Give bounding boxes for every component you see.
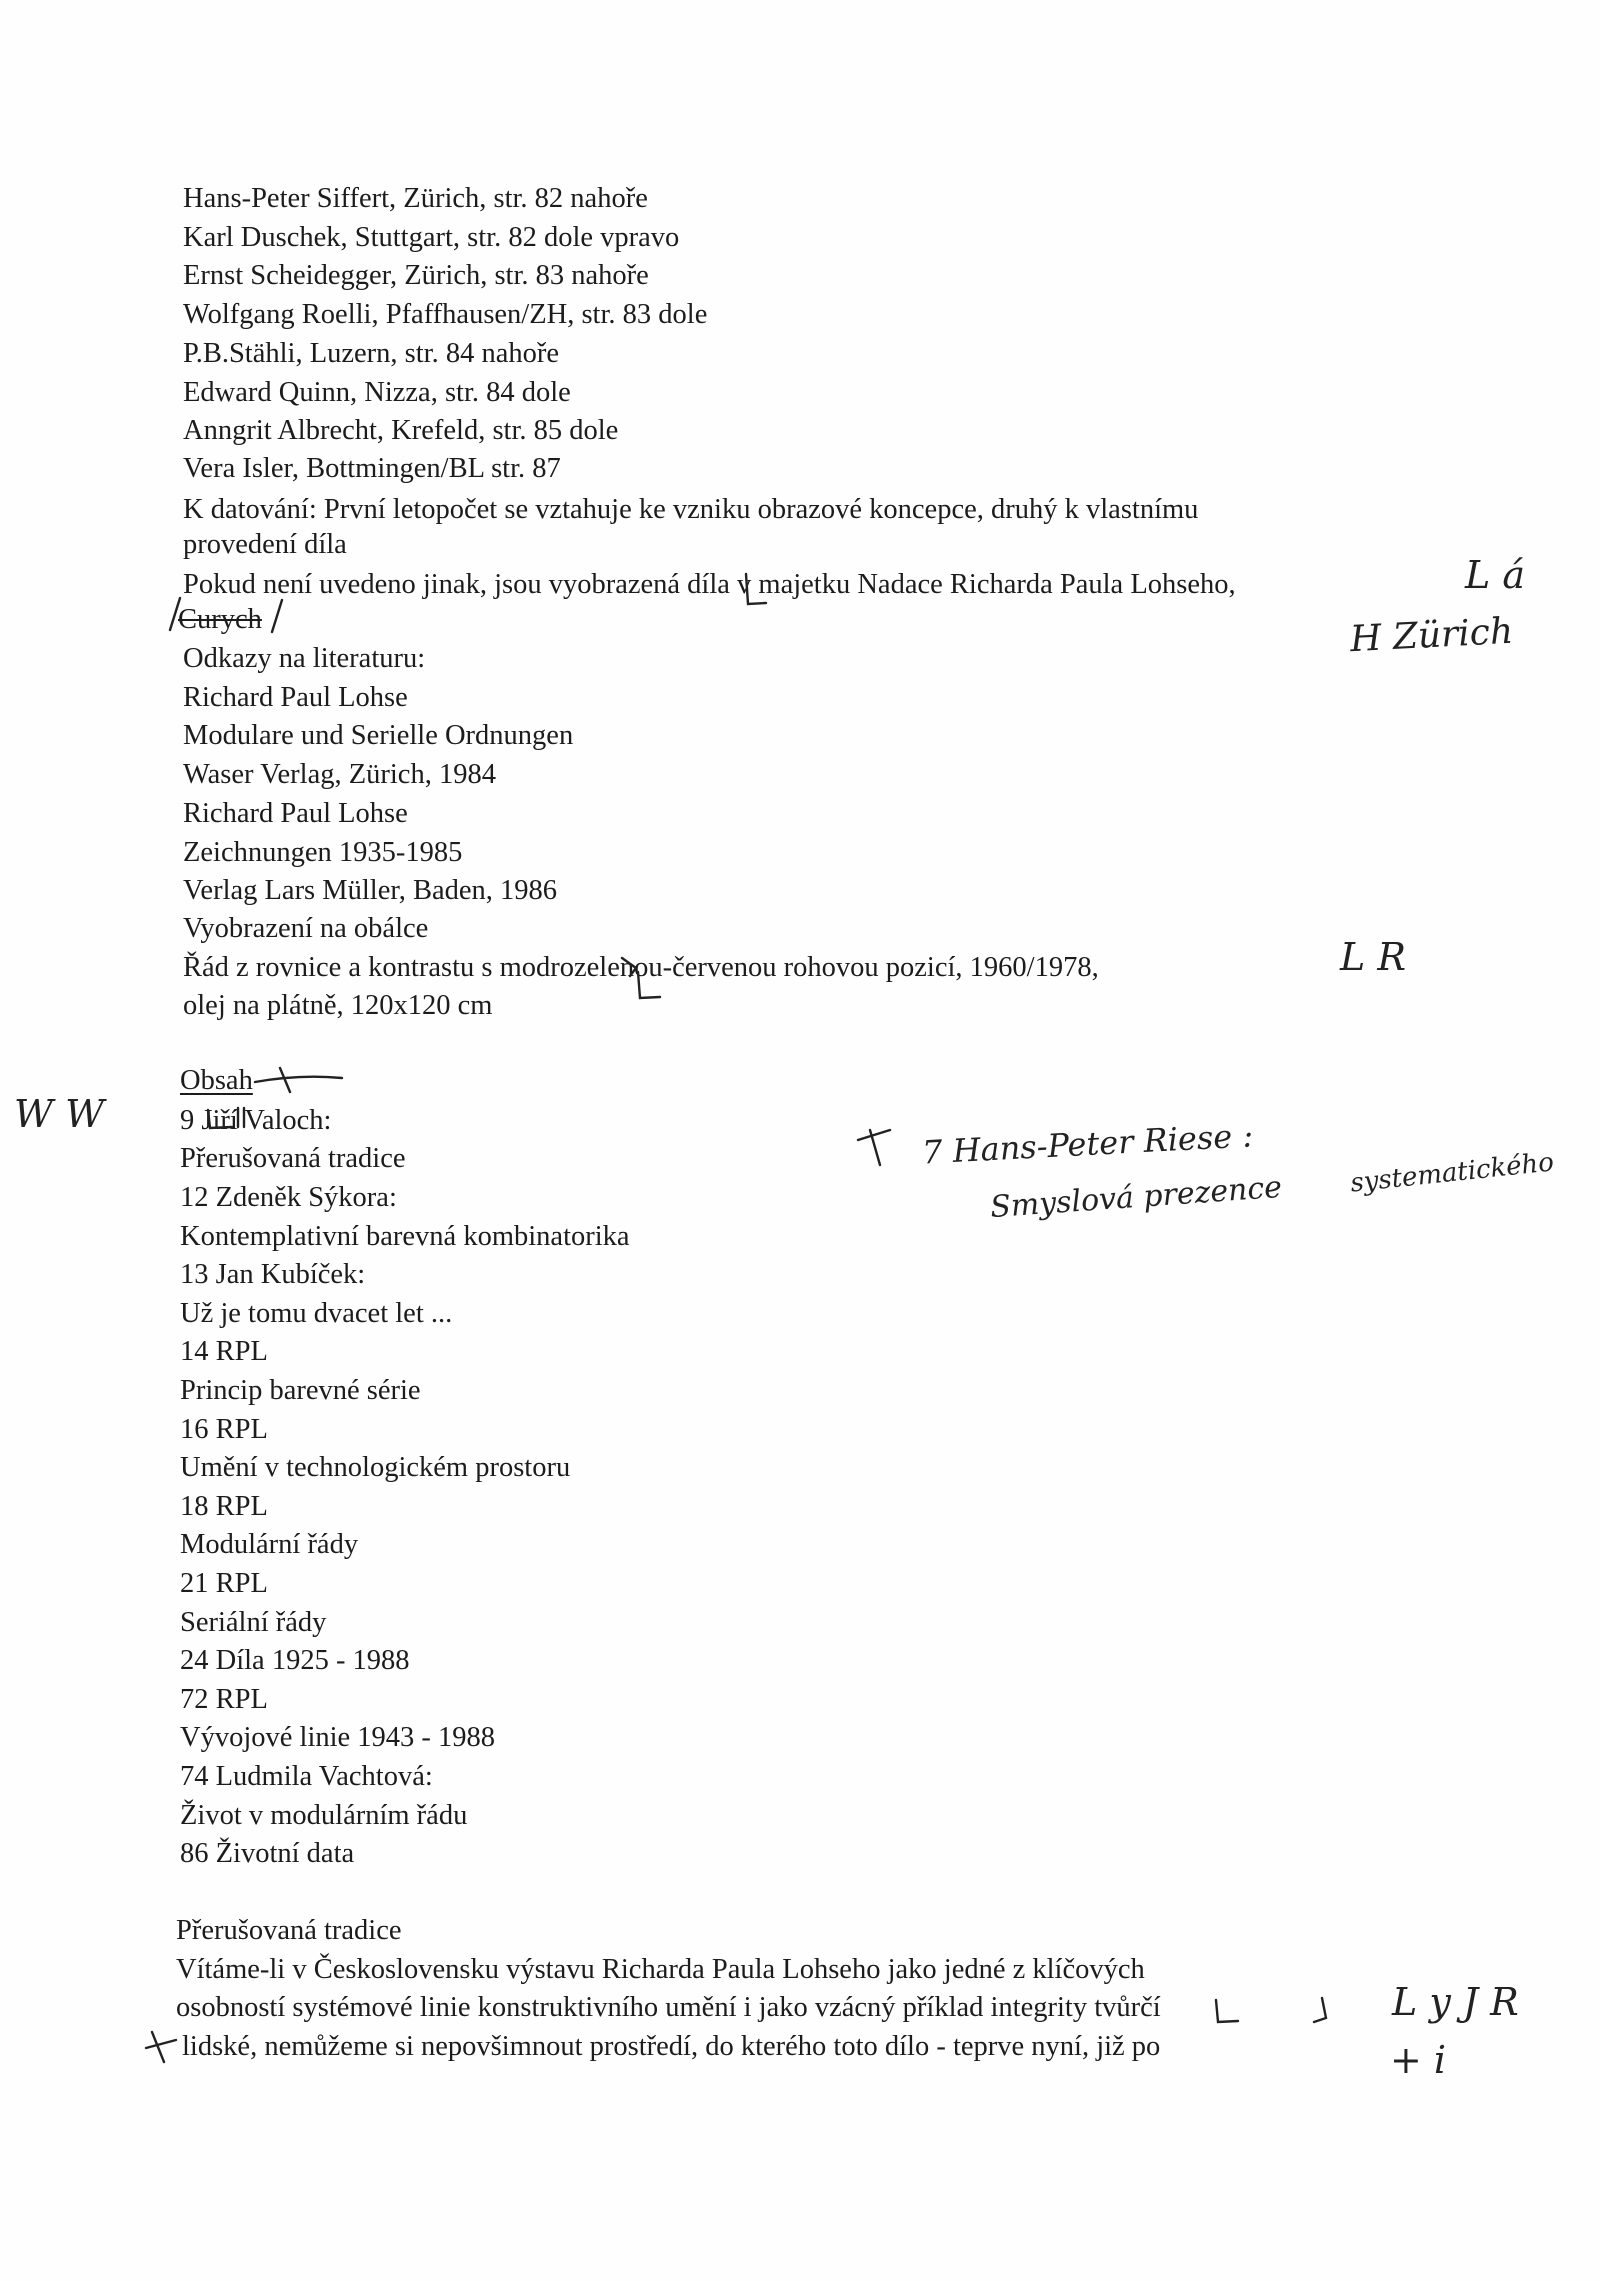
handwritten-zurich: H Zürich	[1349, 610, 1515, 661]
handwritten-riese-continued: systematického	[1348, 1147, 1556, 1199]
contents-item: 14 RPL	[180, 1336, 268, 1367]
struck-city: Curych	[178, 604, 262, 635]
contents-item: Princip barevné série	[180, 1375, 421, 1406]
essay-line: osobností systémové linie konstruktivního umění i jako vzácný příklad integrity tvůrčí	[176, 1992, 1161, 2023]
contents-item: 74 Ludmila Vachtová:	[180, 1761, 433, 1792]
credit-line: Karl Duschek, Stuttgart, str. 82 dole vpravo	[183, 222, 680, 253]
contents-item: 18 RPL	[180, 1491, 268, 1522]
contents-item: Přerušovaná tradice	[180, 1143, 406, 1174]
contents-item: 21 RPL	[180, 1568, 268, 1599]
contents-item: 24 Díla 1925 - 1988	[180, 1645, 410, 1676]
handwritten-riese-subtitle: Smyslová prezence	[989, 1169, 1283, 1226]
contents-item: 86 Životní data	[180, 1838, 355, 1869]
contents-item: 12 Zdeněk Sýkora:	[180, 1182, 397, 1213]
literature-item: Richard Paul Lohse	[183, 682, 408, 713]
insert-mark	[1216, 2000, 1238, 2022]
literature-item: Zeichnungen 1935-1985	[183, 837, 463, 868]
insert-mark	[146, 2032, 176, 2062]
cover-caption-line1: Řád z rovnice a kontrastu s modrozelenou-červenou rohovou pozicí, 1960/1978,	[183, 952, 1099, 983]
credit-line: P.B.Stähli, Luzern, str. 84 nahoře	[183, 338, 559, 369]
ownership-note: Pokud není uvedeno jinak, jsou vyobrazená díla v majetku Nadace Richarda Paula Lohseho,	[183, 569, 1236, 600]
dating-note-line2: provedení díla	[183, 529, 347, 560]
handwritten-lr: L R	[1340, 935, 1406, 979]
insert-mark	[255, 1077, 342, 1082]
insert-mark	[1314, 1998, 1326, 2022]
credit-line: Edward Quinn, Nizza, str. 84 dole	[183, 377, 571, 408]
contents-item: Umění v technologickém prostoru	[180, 1452, 571, 1483]
contents-item: Kontemplativní barevná kombinatorika	[180, 1221, 630, 1252]
credit-line: Hans-Peter Siffert, Zürich, str. 82 nahoře	[183, 183, 648, 214]
contents-item: Vývojové linie 1943 - 1988	[180, 1722, 496, 1753]
contents-item: 72 RPL	[180, 1684, 268, 1715]
contents-item: 16 RPL	[180, 1414, 268, 1445]
credit-line: Ernst Scheidegger, Zürich, str. 83 nahoře	[183, 260, 649, 291]
handwritten-la: L á	[1465, 553, 1525, 597]
literature-heading: Odkazy na literaturu:	[183, 643, 426, 674]
credit-line: Anngrit Albrecht, Krefeld, str. 85 dole	[183, 415, 619, 446]
insert-mark	[272, 600, 282, 632]
credit-line: Vera Isler, Bottmingen/BL str. 87	[183, 453, 561, 484]
credit-line: Wolfgang Roelli, Pfaffhausen/ZH, str. 83 dole	[183, 299, 708, 330]
literature-item: Modulare und Serielle Ordnungen	[183, 720, 574, 751]
literature-item: Verlag Lars Müller, Baden, 1986	[183, 875, 558, 906]
contents-item: Seriální řády	[180, 1607, 327, 1638]
dating-note-line1: K datování: První letopočet se vztahuje ke vzniku obrazové koncepce, druhý k vlastnímu	[183, 494, 1199, 525]
handwritten-riese-title: 7 Hans-Peter Riese :	[921, 1116, 1255, 1172]
literature-item: Waser Verlag, Zürich, 1984	[183, 759, 496, 790]
handwritten-lyjr: L y J R	[1392, 1980, 1519, 2024]
contents-item: 13 Jan Kubíček:	[180, 1259, 366, 1290]
contents-item: Už je tomu dvacet let ...	[180, 1298, 453, 1329]
essay-line: Vítáme-li v Československu výstavu Richarda Paula Lohseho jako jedné z klíčových	[176, 1954, 1145, 1985]
cover-caption-line2: olej na plátně, 120x120 cm	[183, 990, 493, 1021]
handwritten-hi: + i	[1390, 2038, 1447, 2082]
contents-item: Život v modulárním řádu	[180, 1800, 468, 1831]
contents-item: Modulární řády	[180, 1529, 359, 1560]
insert-mark	[858, 1130, 890, 1165]
essay-heading: Přerušovaná tradice	[176, 1915, 402, 1946]
literature-item: Richard Paul Lohse	[183, 798, 408, 829]
insert-mark	[280, 1068, 290, 1092]
contents-heading: Obsah	[180, 1065, 253, 1096]
cover-heading: Vyobrazení na obálce	[183, 913, 429, 944]
handwritten-ww: W W	[14, 1092, 105, 1136]
contents-item: 9 Jiří Valoch:	[180, 1105, 332, 1136]
essay-line: lidské, nemůžeme si nepovšimnout prostředí, do kterého toto dílo - teprve nyní, již po	[182, 2031, 1161, 2062]
